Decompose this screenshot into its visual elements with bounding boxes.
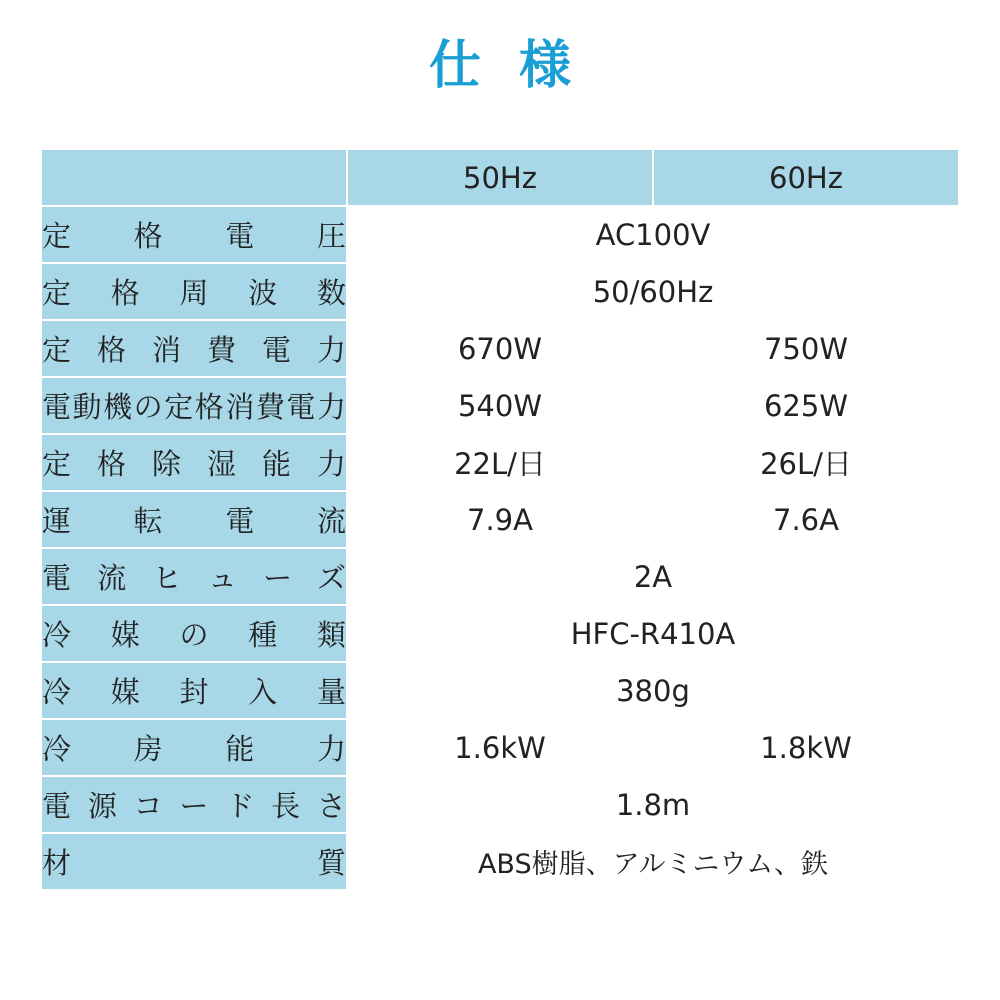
row-value: HFC-R410A (347, 605, 959, 662)
row-label-text: 材質 (42, 846, 346, 880)
table-row (41, 263, 959, 320)
row-label (41, 263, 347, 320)
table-row (41, 548, 959, 605)
table-row (41, 377, 959, 434)
row-label-text: 電流ヒューズ (42, 561, 346, 595)
spec-table (40, 148, 960, 891)
row-value-50hz: 540W (347, 377, 653, 434)
row-label (41, 605, 347, 662)
row-label-text: 冷房能力 (42, 732, 346, 766)
row-label-text: 電源コード長さ (42, 789, 346, 823)
row-value-50hz: 7.9A (347, 491, 653, 548)
table-row (41, 776, 959, 833)
table-header-row (41, 149, 959, 206)
header-cell-50hz: 50Hz (347, 149, 653, 206)
spec-table-wrapper (40, 148, 960, 891)
row-label (41, 719, 347, 776)
row-label (41, 377, 347, 434)
row-value-60hz: 7.6A (653, 491, 959, 548)
row-value: AC100V (347, 206, 959, 263)
table-row (41, 662, 959, 719)
row-value: 50/60Hz (347, 263, 959, 320)
row-value: 1.8m (347, 776, 959, 833)
table-row (41, 605, 959, 662)
row-label-text: 電動機の定格消費電力 (42, 390, 346, 424)
row-value-60hz: 625W (653, 377, 959, 434)
header-cell-60hz: 60Hz (653, 149, 959, 206)
row-label (41, 206, 347, 263)
row-label (41, 548, 347, 605)
row-label-text: 定格電圧 (42, 219, 346, 253)
row-label (41, 491, 347, 548)
table-row (41, 833, 959, 890)
table-row (41, 491, 959, 548)
row-value-50hz: 1.6kW (347, 719, 653, 776)
header-blank-cell (41, 149, 347, 206)
row-label-text: 冷媒封入量 (42, 675, 346, 709)
row-value-50hz: 670W (347, 320, 653, 377)
row-label (41, 833, 347, 890)
row-label (41, 776, 347, 833)
row-label (41, 320, 347, 377)
table-row (41, 206, 959, 263)
row-value-50hz: 22L/日 (347, 434, 653, 491)
row-value: ABS樹脂、アルミニウム、鉄 (347, 833, 959, 890)
row-label-text: 冷媒の種類 (42, 618, 346, 652)
table-row (41, 434, 959, 491)
table-row (41, 320, 959, 377)
row-value: 2A (347, 548, 959, 605)
row-label (41, 434, 347, 491)
row-label-text: 定格周波数 (42, 276, 346, 310)
page-title: 仕 様 (428, 36, 582, 96)
row-label-text: 定格除湿能力 (42, 447, 346, 481)
row-value-60hz: 1.8kW (653, 719, 959, 776)
table-row (41, 719, 959, 776)
row-value-60hz: 750W (653, 320, 959, 377)
row-label-text: 定格消費電力 (42, 333, 346, 367)
row-label-text: 運転電流 (42, 504, 346, 538)
row-value: 380g (347, 662, 959, 719)
row-label (41, 662, 347, 719)
row-value-60hz: 26L/日 (653, 434, 959, 491)
